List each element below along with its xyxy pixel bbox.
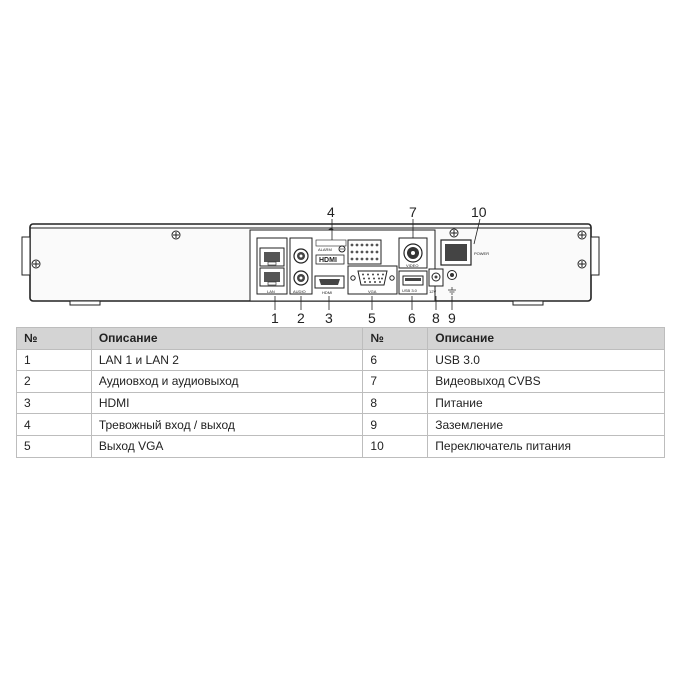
audio-in-jack-icon [294, 249, 308, 263]
row-number: 8 [363, 392, 428, 414]
alarm-label-strip [316, 240, 346, 246]
screw-icon [578, 260, 586, 268]
row-description: Питание [428, 392, 665, 414]
power-switch-icon [441, 240, 471, 265]
table-row [17, 371, 665, 393]
audio-out-jack-icon [294, 271, 308, 285]
row-number: 2 [17, 371, 92, 393]
row-description: USB 3.0 [428, 349, 665, 371]
power-switch-label: POWER [474, 251, 490, 256]
callout-5: 5 [368, 310, 376, 326]
callout-4: 4 [327, 204, 335, 220]
header-number-right: № [363, 328, 428, 350]
alarm-port-label: ALARM [318, 247, 332, 252]
right-rack-ear [591, 237, 599, 275]
alarm-screw-icon [339, 246, 345, 252]
row-description: Тревожный вход / выход [91, 414, 363, 436]
row-description: Аудиовход и аудиовыход [91, 371, 363, 393]
power-input-jack-icon [429, 269, 443, 286]
vga-port-label: VGA [368, 289, 377, 294]
row-number: 9 [363, 414, 428, 436]
callout-3: 3 [325, 310, 333, 326]
bnc-video-connector-icon [404, 244, 422, 262]
callout-8: 8 [432, 310, 440, 326]
callout-9: 9 [448, 310, 456, 326]
hdmi-port-label: HDMI [322, 290, 333, 295]
row-number: 7 [363, 371, 428, 393]
row-number: 4 [17, 414, 92, 436]
row-number: 5 [17, 435, 92, 457]
header-description-left: Описание [91, 328, 363, 350]
row-description: HDMI [91, 392, 363, 414]
port-description-table [16, 327, 665, 458]
table-row [17, 349, 665, 371]
header-number-left: № [17, 328, 92, 350]
usb-port-icon [403, 276, 423, 285]
usb-port-label: USB 3.0 [402, 288, 417, 293]
callout-1: 1 [271, 310, 279, 326]
screw-icon [172, 231, 180, 239]
screw-icon [32, 260, 40, 268]
screw-icon [450, 229, 458, 237]
hdmi-logo: HDMI [319, 257, 337, 264]
callout-2: 2 [297, 310, 305, 326]
table-row [17, 414, 665, 436]
row-number: 10 [363, 435, 428, 457]
right-foot [513, 301, 543, 305]
lan-port-label: LAN [267, 289, 275, 294]
callout-7: 7 [409, 204, 417, 220]
row-description: Видеовыход CVBS [428, 371, 665, 393]
callout-10: 10 [471, 204, 487, 220]
header-description-right: Описание [428, 328, 665, 350]
row-number: 6 [363, 349, 428, 371]
audio-port-label: AUDIO [293, 289, 306, 294]
table-row [17, 392, 665, 414]
screw-icon [578, 231, 586, 239]
lan-port-1-icon [260, 248, 284, 266]
lan-port-2-icon [260, 268, 284, 286]
row-number: 3 [17, 392, 92, 414]
hdmi-port-icon [315, 276, 344, 288]
ground-screw-icon [448, 271, 457, 280]
row-description: Заземление [428, 414, 665, 436]
table-row [17, 435, 665, 457]
table-header-row [17, 328, 665, 350]
left-rack-ear [22, 237, 30, 275]
video-port-label: VIDEO [406, 263, 419, 268]
row-number: 1 [17, 349, 92, 371]
row-description: LAN 1 и LAN 2 [91, 349, 363, 371]
callout-6: 6 [408, 310, 416, 326]
audio-port-block [290, 238, 312, 294]
row-description: Переключатель питания [428, 435, 665, 457]
row-description: Выход VGA [91, 435, 363, 457]
power-input-label: 12V [429, 289, 437, 294]
left-foot [70, 301, 100, 305]
